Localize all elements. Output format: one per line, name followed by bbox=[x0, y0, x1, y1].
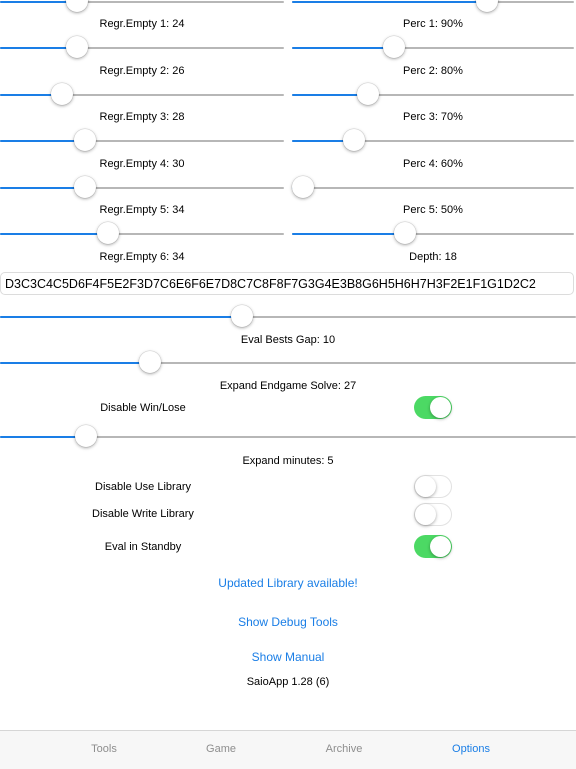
expand-minutes-label: Expand minutes: 5 bbox=[242, 455, 334, 467]
slider-fill bbox=[0, 140, 85, 142]
regr-empty-4-slider[interactable] bbox=[0, 173, 284, 203]
slider-track bbox=[292, 187, 574, 189]
regr-empty-2-slider[interactable] bbox=[0, 80, 284, 110]
depth-slider[interactable] bbox=[292, 219, 574, 249]
regr-empty-3-label: Regr.Empty 3: 28 bbox=[99, 111, 185, 123]
slider-thumb[interactable] bbox=[383, 36, 405, 58]
eval-bests-gap-label: Eval Bests Gap: 10 bbox=[240, 334, 336, 346]
perc-0-slider[interactable] bbox=[292, 0, 574, 17]
tab-tools[interactable]: Tools bbox=[91, 743, 117, 755]
regr-empty-2-label: Regr.Empty 2: 26 bbox=[99, 65, 185, 77]
slider-thumb[interactable] bbox=[394, 222, 416, 244]
regr-empty-1-slider[interactable] bbox=[0, 33, 284, 63]
perc-3-label: Perc 3: 70% bbox=[403, 111, 463, 123]
perc-2-slider[interactable] bbox=[292, 80, 574, 110]
perc-4-label: Perc 4: 60% bbox=[403, 158, 463, 170]
slider-thumb[interactable] bbox=[139, 351, 161, 373]
regr-empty-4-label: Regr.Empty 4: 30 bbox=[99, 158, 185, 170]
regr-empty-5-label: Regr.Empty 5: 34 bbox=[99, 204, 185, 216]
tab-options[interactable]: Options bbox=[452, 743, 490, 755]
disable-use-library-label: Disable Use Library bbox=[95, 481, 191, 493]
slider-fill bbox=[292, 233, 405, 235]
regr-empty-6-label: Regr.Empty 6: 34 bbox=[99, 251, 185, 263]
slider-thumb[interactable] bbox=[66, 0, 88, 12]
perc-4-slider[interactable] bbox=[292, 173, 574, 203]
app-version: SaioApp 1.28 (6) bbox=[246, 676, 330, 688]
slider-thumb[interactable] bbox=[74, 176, 96, 198]
disable-win-lose-toggle[interactable] bbox=[414, 396, 452, 419]
slider-thumb[interactable] bbox=[97, 222, 119, 244]
slider-thumb[interactable] bbox=[231, 305, 253, 327]
slider-thumb[interactable] bbox=[292, 176, 314, 198]
slider-thumb[interactable] bbox=[51, 83, 73, 105]
toggle-knob bbox=[415, 504, 436, 525]
expand-endgame-label: Expand Endgame Solve: 27 bbox=[219, 380, 357, 392]
slider-thumb[interactable] bbox=[476, 0, 498, 12]
eval-bests-gap-slider[interactable] bbox=[0, 348, 576, 378]
slider-fill bbox=[292, 1, 487, 3]
toggle-knob bbox=[415, 476, 436, 497]
sequence-position-slider[interactable] bbox=[0, 302, 576, 332]
regr-empty-3-slider[interactable] bbox=[0, 126, 284, 156]
slider-fill bbox=[292, 47, 394, 49]
depth-label: Depth: 18 bbox=[409, 251, 457, 263]
updated-library-link[interactable]: Updated Library available! bbox=[218, 576, 358, 590]
tab-archive[interactable]: Archive bbox=[325, 743, 363, 755]
perc-2-label: Perc 2: 80% bbox=[403, 65, 463, 77]
slider-fill bbox=[0, 316, 242, 318]
show-debug-tools-link[interactable]: Show Debug Tools bbox=[238, 615, 338, 629]
move-sequence-field[interactable]: D3C3C4C5D6F4F5E2F3D7C6E6F6E7D8C7C8F8F7G3G4E3B8G6H5H6H7H3F2E1F1G1D2C2 bbox=[0, 272, 574, 295]
tab-bar bbox=[0, 730, 576, 769]
eval-in-standby-toggle[interactable] bbox=[414, 535, 452, 558]
regr-empty-1-label: Regr.Empty 1: 24 bbox=[99, 18, 185, 30]
tab-game[interactable]: Game bbox=[206, 743, 236, 755]
disable-write-library-toggle[interactable] bbox=[414, 503, 452, 526]
slider-thumb[interactable] bbox=[66, 36, 88, 58]
disable-write-library-label: Disable Write Library bbox=[92, 508, 194, 520]
regr-empty-0-slider[interactable] bbox=[0, 0, 284, 17]
slider-thumb[interactable] bbox=[343, 129, 365, 151]
slider-thumb[interactable] bbox=[75, 425, 97, 447]
slider-fill bbox=[0, 362, 150, 364]
toggle-knob bbox=[430, 536, 451, 557]
eval-in-standby-label: Eval in Standby bbox=[104, 541, 182, 553]
slider-thumb[interactable] bbox=[74, 129, 96, 151]
show-manual-link[interactable]: Show Manual bbox=[251, 650, 325, 664]
slider-fill bbox=[0, 436, 86, 438]
slider-thumb[interactable] bbox=[357, 83, 379, 105]
regr-empty-5-slider[interactable] bbox=[0, 219, 284, 249]
disable-win-lose-label: Disable Win/Lose bbox=[100, 402, 186, 414]
perc-1-slider[interactable] bbox=[292, 33, 574, 63]
perc-5-label: Perc 5: 50% bbox=[403, 204, 463, 216]
toggle-knob bbox=[430, 397, 451, 418]
perc-1-label: Perc 1: 90% bbox=[403, 18, 463, 30]
perc-3-slider[interactable] bbox=[292, 126, 574, 156]
slider-fill bbox=[0, 187, 85, 189]
slider-fill bbox=[0, 233, 108, 235]
disable-use-library-toggle[interactable] bbox=[414, 475, 452, 498]
expand-endgame-slider[interactable] bbox=[0, 422, 576, 452]
